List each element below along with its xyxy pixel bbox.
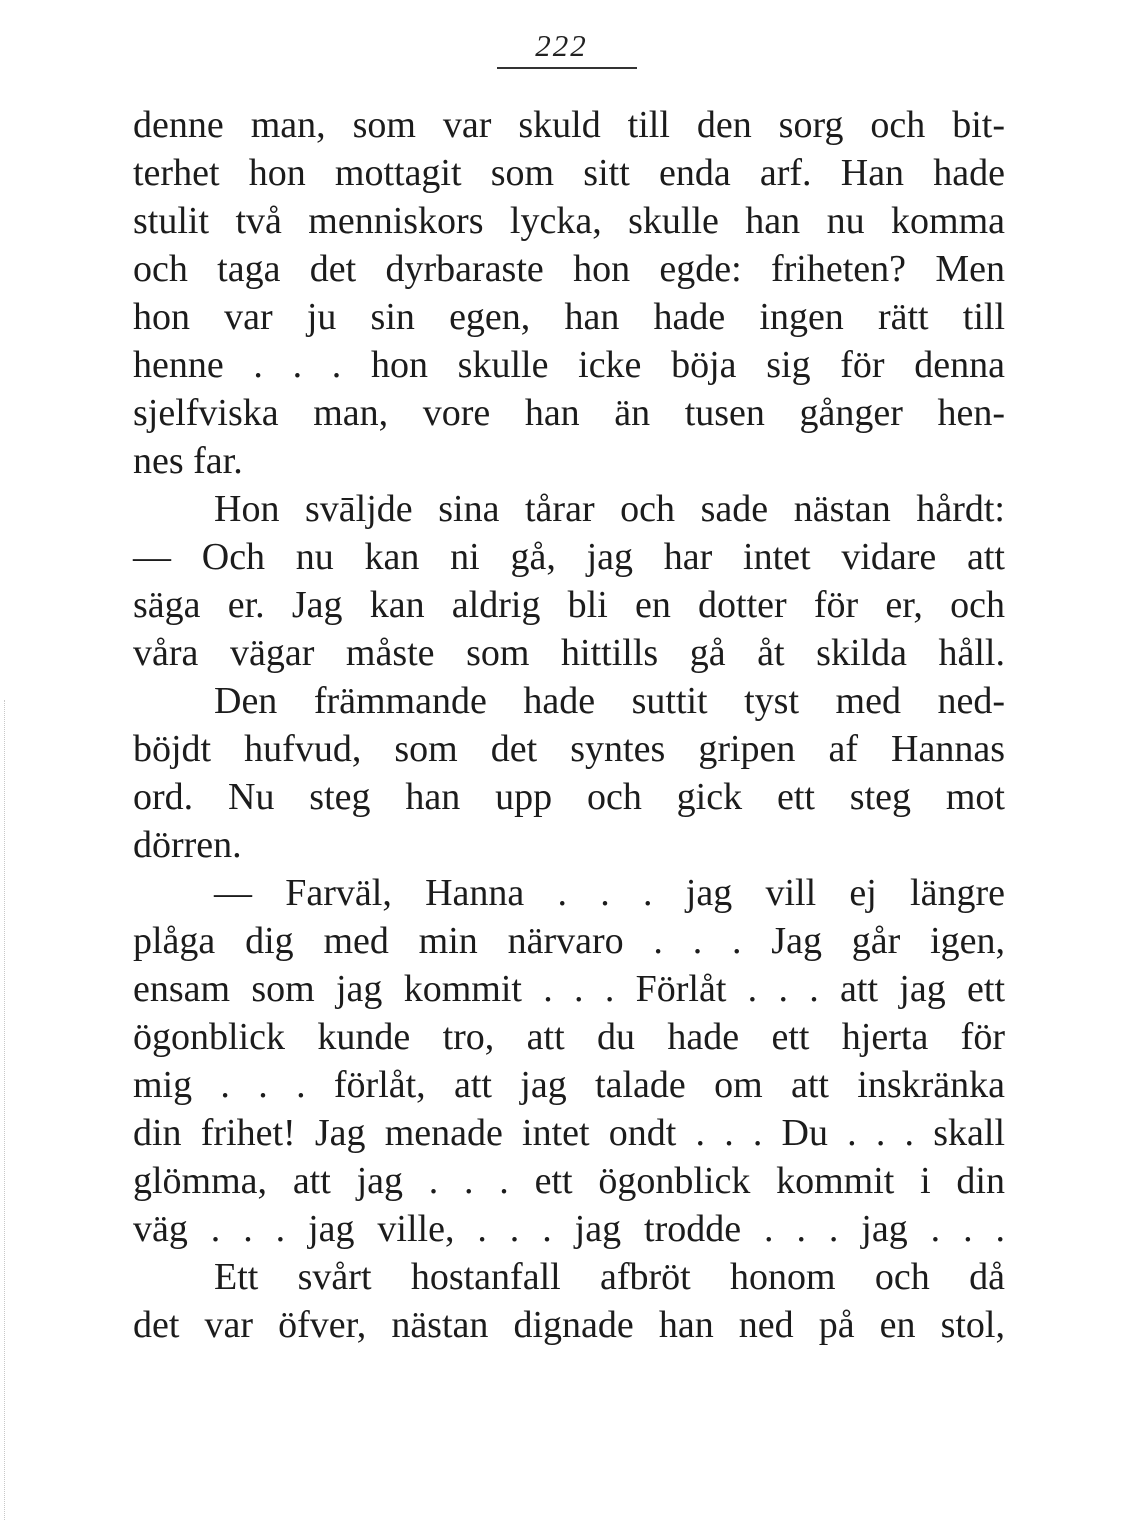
text-line: denne man, som var skuld till den sorg och bit- bbox=[133, 104, 1005, 146]
text-line: hon var ju sin egen, han hade ingen rätt till bbox=[133, 296, 1005, 338]
text-line: glömma, att jag . . . ett ögonblick kommit i din bbox=[133, 1160, 1005, 1202]
text-line: din frihet! Jag menade intet ondt . . . Du . . . skall bbox=[133, 1112, 1005, 1154]
text-line: säga er. Jag kan aldrig bli en dotter för er, och bbox=[133, 584, 1005, 626]
text-line: terhet hon mottagit som sitt enda arf. Han hade bbox=[133, 152, 1005, 194]
text-line: väg . . . jag ville, . . . jag trodde . . . jag . . . bbox=[133, 1208, 1005, 1250]
text-line: mig . . . förlåt, att jag talade om att inskränka bbox=[133, 1064, 1005, 1106]
text-line: det var öfver, nästan dignade han ned på en stol, bbox=[133, 1304, 1005, 1346]
text-line: böjdt hufvud, som det syntes gripen af Hannas bbox=[133, 728, 1005, 770]
text-line: och taga det dyrbaraste hon egde: friheten? Men bbox=[133, 248, 1005, 290]
text-line: plåga dig med min närvaro . . . Jag går igen, bbox=[133, 920, 1005, 962]
text-line: ord. Nu steg han upp och gick ett steg mot bbox=[133, 776, 1005, 818]
text-line: ögonblick kunde tro, att du hade ett hjerta för bbox=[133, 1016, 1005, 1058]
text-line: Den främmande hade suttit tyst med ned- bbox=[214, 680, 1005, 722]
text-line: Ett svårt hostanfall afbröt honom och då bbox=[214, 1256, 1005, 1298]
page-number: 222 bbox=[535, 28, 588, 63]
text-line: våra vägar måste som hittills gå åt skilda håll. bbox=[133, 632, 1005, 674]
text-line: nes far. bbox=[133, 440, 243, 482]
text-line: Hon svāljde sina tårar och sade nästan hårdt: bbox=[214, 488, 1005, 530]
text-line: stulit två menniskors lycka, skulle han nu komma bbox=[133, 200, 1005, 242]
text-line: ensam som jag kommit . . . Förlåt . . . att jag ett bbox=[133, 968, 1005, 1010]
text-line: — Och nu kan ni gå, jag har intet vidare att bbox=[133, 536, 1005, 578]
header-rule bbox=[497, 67, 637, 69]
text-line: — Farväl, Hanna . . . jag vill ej längre bbox=[214, 872, 1005, 914]
text-line: sjelfviska man, vore han än tusen gånger hen- bbox=[133, 392, 1005, 434]
scan-edge bbox=[4, 700, 6, 1520]
text-line: henne . . . hon skulle icke böja sig för denna bbox=[133, 344, 1005, 386]
text-line: dörren. bbox=[133, 824, 242, 866]
